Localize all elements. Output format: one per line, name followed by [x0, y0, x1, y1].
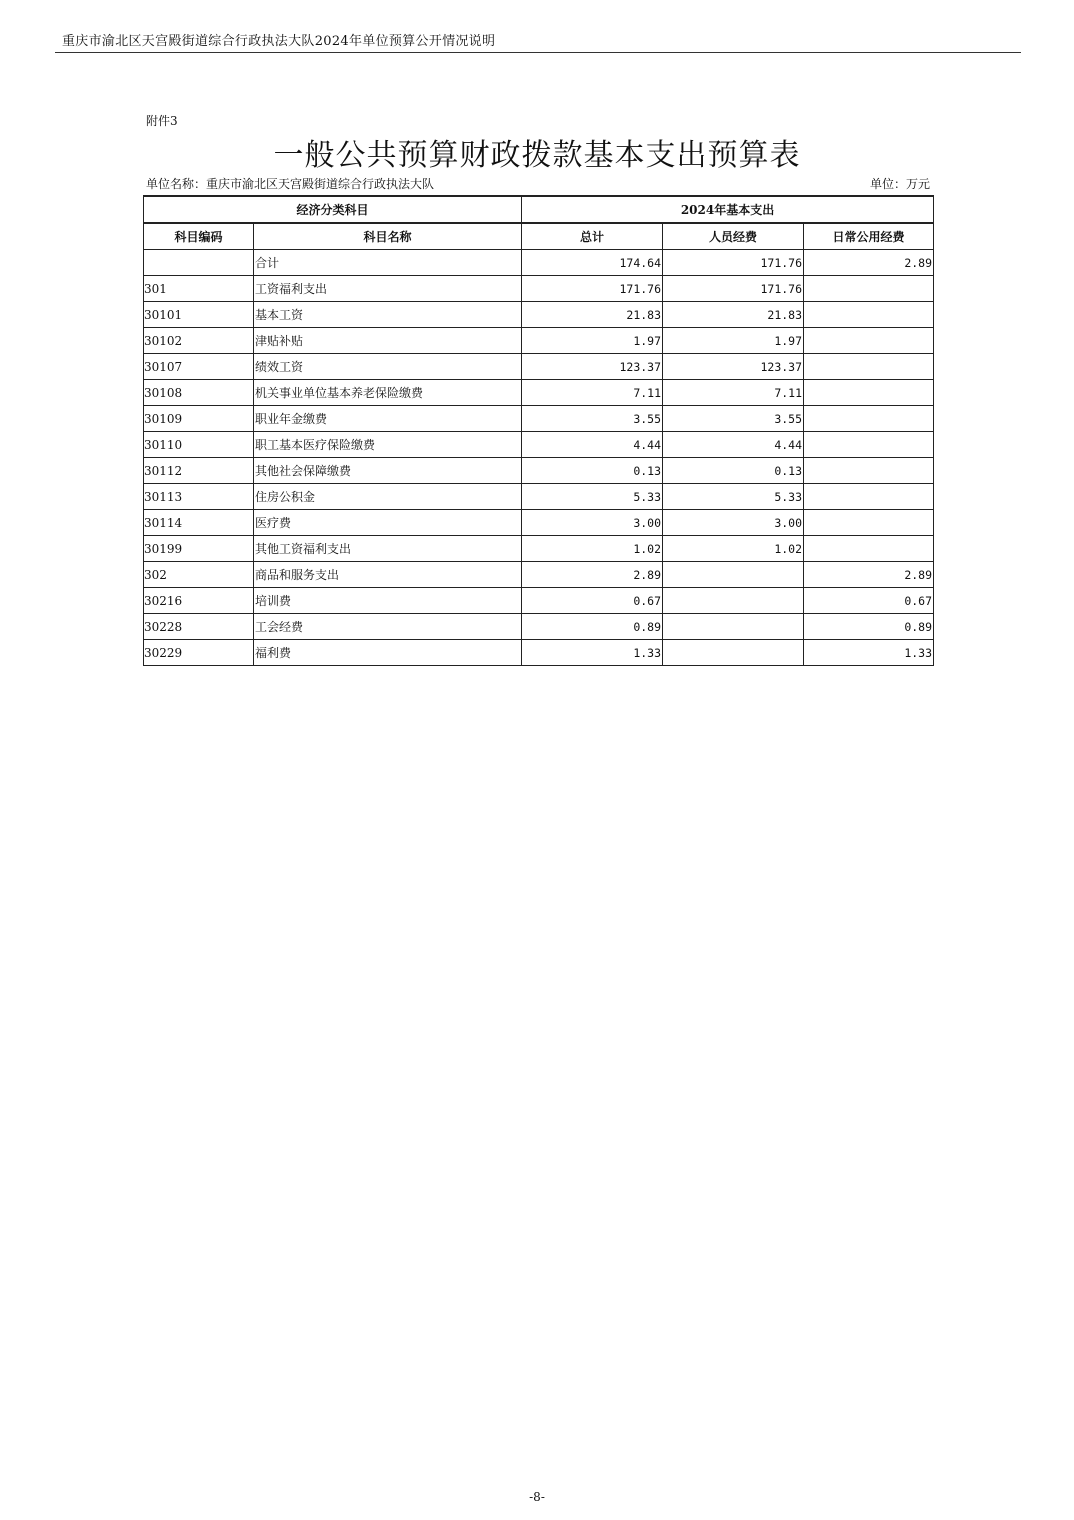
cell-personnel: 1.02	[663, 536, 804, 562]
cell-personnel: 0.13	[663, 458, 804, 484]
column-header-name: 科目名称	[254, 223, 522, 250]
cell-total: 171.76	[522, 276, 663, 302]
group-header-basic-expenditure: 2024年基本支出	[522, 196, 934, 223]
cell-name: 职工基本医疗保险缴费	[254, 432, 522, 458]
table-row	[144, 406, 934, 432]
cell-public: 1.33	[804, 640, 934, 666]
column-header-total: 总计	[522, 223, 663, 250]
cell-code: 30109	[144, 406, 254, 432]
cell-public	[804, 328, 934, 354]
cell-public: 0.89	[804, 614, 934, 640]
cell-total: 0.89	[522, 614, 663, 640]
cell-public	[804, 432, 934, 458]
table-row	[144, 614, 934, 640]
cell-name: 绩效工资	[254, 354, 522, 380]
cell-name: 医疗费	[254, 510, 522, 536]
table-row	[144, 380, 934, 406]
page-number: -8-	[529, 1490, 545, 1504]
cell-code: 30199	[144, 536, 254, 562]
cell-name: 工会经费	[254, 614, 522, 640]
cell-personnel: 171.76	[663, 276, 804, 302]
column-header-public: 日常公用经费	[804, 223, 934, 250]
cell-code: 30113	[144, 484, 254, 510]
cell-code: 30108	[144, 380, 254, 406]
cell-personnel: 7.11	[663, 380, 804, 406]
cell-personnel: 3.55	[663, 406, 804, 432]
cell-personnel: 1.97	[663, 328, 804, 354]
attachment-label: 附件3	[146, 114, 178, 128]
cell-code	[144, 250, 254, 276]
running-header: 重庆市渝北区天宫殿街道综合行政执法大队2024年单位预算公开情况说明	[62, 34, 496, 49]
table-row	[144, 354, 934, 380]
cell-personnel: 4.44	[663, 432, 804, 458]
table-row	[144, 328, 934, 354]
cell-code: 30229	[144, 640, 254, 666]
table-body	[144, 250, 934, 666]
cell-personnel: 3.00	[663, 510, 804, 536]
cell-code: 30107	[144, 354, 254, 380]
cell-total: 2.89	[522, 562, 663, 588]
cell-name: 津贴补贴	[254, 328, 522, 354]
cell-public	[804, 354, 934, 380]
cell-name: 其他社会保障缴费	[254, 458, 522, 484]
cell-total: 174.64	[522, 250, 663, 276]
cell-public: 0.67	[804, 588, 934, 614]
cell-code: 30114	[144, 510, 254, 536]
table-row	[144, 302, 934, 328]
column-header-code: 科目编码	[144, 223, 254, 250]
table-row	[144, 510, 934, 536]
table-row	[144, 458, 934, 484]
cell-personnel	[663, 562, 804, 588]
cell-name: 合计	[254, 250, 522, 276]
table-row	[144, 562, 934, 588]
cell-total: 5.33	[522, 484, 663, 510]
cell-public	[804, 536, 934, 562]
cell-total: 123.37	[522, 354, 663, 380]
cell-name: 工资福利支出	[254, 276, 522, 302]
cell-total: 21.83	[522, 302, 663, 328]
group-header-economic-classification: 经济分类科目	[144, 196, 522, 223]
cell-personnel: 171.76	[663, 250, 804, 276]
cell-name: 培训费	[254, 588, 522, 614]
cell-public	[804, 302, 934, 328]
cell-personnel	[663, 588, 804, 614]
cell-public	[804, 484, 934, 510]
cell-public	[804, 276, 934, 302]
table-row	[144, 640, 934, 666]
cell-total: 3.00	[522, 510, 663, 536]
cell-total: 7.11	[522, 380, 663, 406]
table-row	[144, 536, 934, 562]
unit-name: 单位名称：重庆市渝北区天宫殿街道综合行政执法大队	[146, 177, 435, 191]
table-group-header-row	[144, 196, 934, 223]
budget-table	[143, 195, 934, 666]
cell-code: 30216	[144, 588, 254, 614]
cell-total: 3.55	[522, 406, 663, 432]
cell-public: 2.89	[804, 250, 934, 276]
cell-code: 302	[144, 562, 254, 588]
cell-personnel: 123.37	[663, 354, 804, 380]
cell-name: 基本工资	[254, 302, 522, 328]
cell-code: 301	[144, 276, 254, 302]
cell-total: 4.44	[522, 432, 663, 458]
cell-public	[804, 406, 934, 432]
cell-code: 30101	[144, 302, 254, 328]
cell-name: 住房公积金	[254, 484, 522, 510]
table-row	[144, 484, 934, 510]
cell-personnel	[663, 640, 804, 666]
table-row	[144, 276, 934, 302]
table-column-header-row	[144, 223, 934, 250]
cell-personnel: 21.83	[663, 302, 804, 328]
cell-code: 30228	[144, 614, 254, 640]
cell-name: 职业年金缴费	[254, 406, 522, 432]
table-row	[144, 432, 934, 458]
cell-code: 30102	[144, 328, 254, 354]
cell-name: 机关事业单位基本养老保险缴费	[254, 380, 522, 406]
cell-total: 0.67	[522, 588, 663, 614]
cell-total: 0.13	[522, 458, 663, 484]
header-divider	[55, 52, 1021, 53]
table-row	[144, 250, 934, 276]
cell-total: 1.33	[522, 640, 663, 666]
cell-name: 其他工资福利支出	[254, 536, 522, 562]
cell-name: 商品和服务支出	[254, 562, 522, 588]
cell-total: 1.02	[522, 536, 663, 562]
currency-unit: 单位：万元	[869, 177, 930, 191]
cell-personnel	[663, 614, 804, 640]
cell-public	[804, 458, 934, 484]
cell-code: 30112	[144, 458, 254, 484]
column-header-personnel: 人员经费	[663, 223, 804, 250]
cell-name: 福利费	[254, 640, 522, 666]
table-row	[144, 588, 934, 614]
page-title: 一般公共预算财政拨款基本支出预算表	[273, 138, 801, 173]
cell-public: 2.89	[804, 562, 934, 588]
cell-public	[804, 380, 934, 406]
cell-code: 30110	[144, 432, 254, 458]
cell-personnel: 5.33	[663, 484, 804, 510]
cell-total: 1.97	[522, 328, 663, 354]
cell-public	[804, 510, 934, 536]
